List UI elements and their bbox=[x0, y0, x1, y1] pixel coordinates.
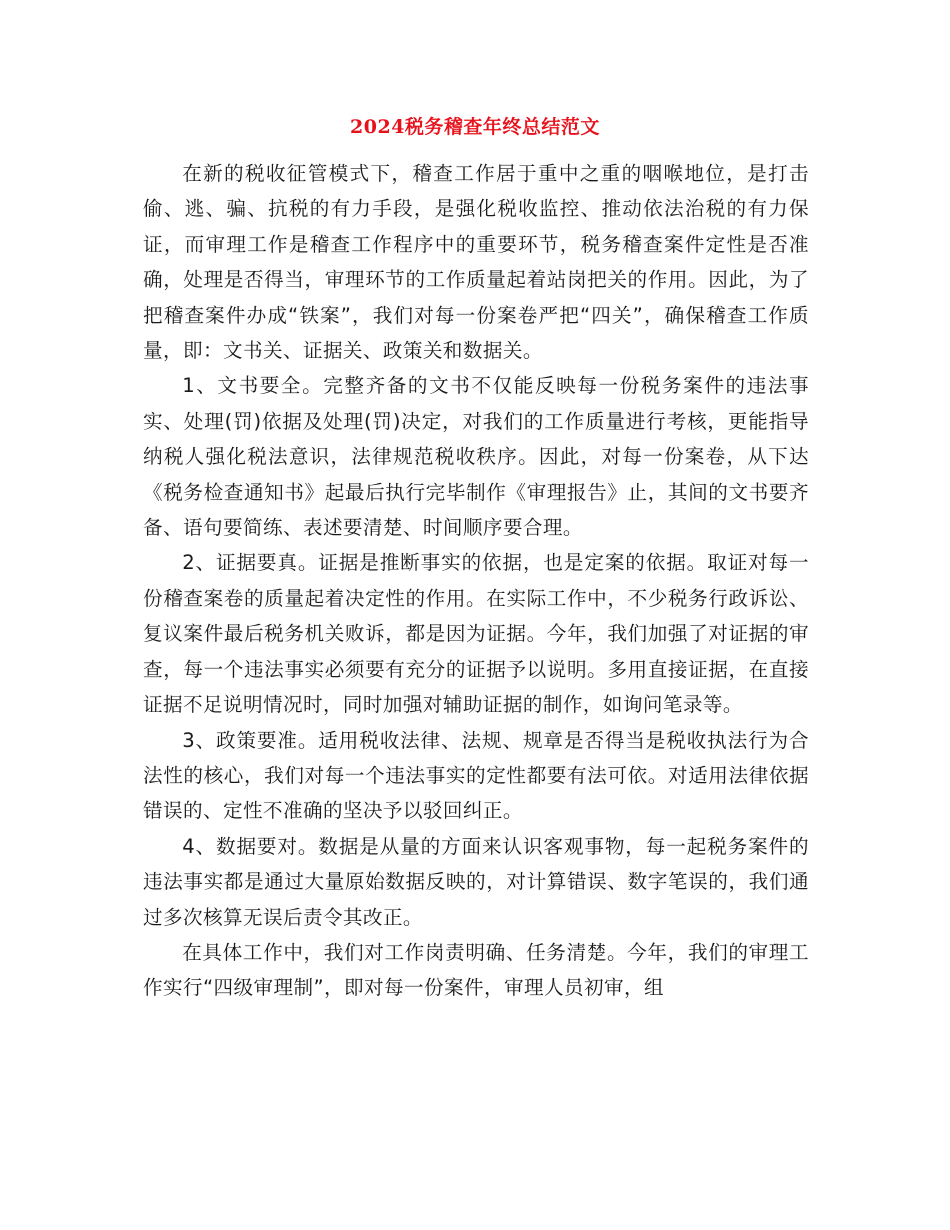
paragraph-work: 在具体工作中，我们对工作岗责明确、任务清楚。今年，我们的审理工作实行“四级审理制”，即对每一份案件，审理人员初审，组 bbox=[143, 940, 809, 1000]
paragraph-documents: 1、文书要全。完整齐备的文书不仅能反映每一份税务案件的违法事实、处理(罚)依据及处理(罚)决定，对我们的工作质量进行考核，更能指导纳税人强化税法意识，法律规范税收秩序。因此，对每一份案卷，从下达《税务检查通知书》起最后执行完毕制作《审理报告》止，其间的文书要齐备、语句要简练、表述要清楚、时间顺序要合理。 bbox=[143, 374, 809, 540]
paragraph-policy: 3、政策要准。适用税收法律、法规、规章是否得当是税收执法行为合法性的核心，我们对每一个违法事实的定性都要有法可依。对适用法律依据错误的、定性不准确的坚决予以驳回纠正。 bbox=[143, 728, 809, 823]
paragraph-evidence: 2、证据要真。证据是推断事实的依据，也是定案的依据。取证对每一份稽查案卷的质量起着决定性的作用。在实际工作中，不少税务行政诉讼、复议案件最后税务机关败诉，都是因为证据。今年，我们加强了对证据的审查，每一个违法事实必须要有充分的证据予以说明。多用直接证据，在直接证据不足说明情况时，同时加强对辅助证据的制作，如询问笔录等。 bbox=[143, 551, 809, 717]
paragraph-intro: 在新的税收征管模式下，稽查工作居于重中之重的咽喉地位，是打击偷、逃、骗、抗税的有力手段，是强化税收监控、推动依法治税的有力保证，而审理工作是稽查工作程序中的重要环节，税务稽查案件定性是否准确，处理是否得当，审理环节的工作质量起着站岗把关的作用。因此，为了把稽查案件办成“铁案”，我们对每一份案卷严把“四关”，确保稽查工作质量，即：文书关、证据关、政策关和数据关。 bbox=[143, 162, 809, 363]
document-body bbox=[143, 156, 809, 1006]
paragraph-data: 4、数据要对。数据是从量的方面来认识客观事物，每一起税务案件的违法事实都是通过大量原始数据反映的，对计算错误、数字笔误的，我们通过多次核算无误后责令其改正。 bbox=[143, 834, 809, 929]
document-title: 2024税务稽查年终总结范文 bbox=[350, 116, 600, 138]
